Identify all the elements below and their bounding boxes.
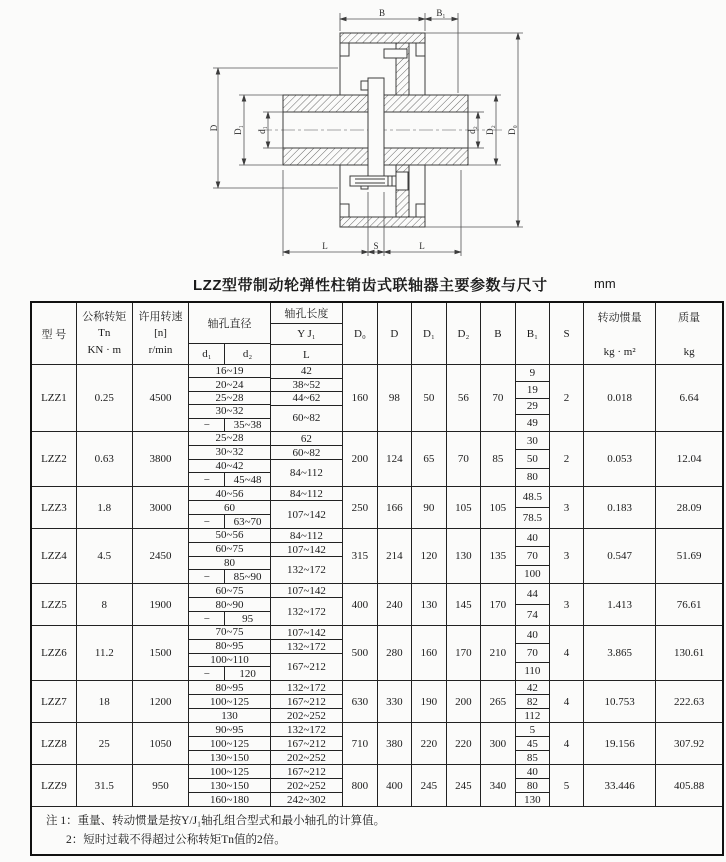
note-2: 2：短时过载不得超过公称转矩Tn值的2倍。: [66, 833, 286, 846]
torque-cell: 1.8: [77, 487, 133, 528]
D2-cell: 245: [447, 765, 482, 806]
B1-cell: 80: [516, 779, 550, 793]
table-row: [32, 432, 722, 487]
header-B1: B₁: [516, 303, 551, 364]
inertia-cell: 0.018: [584, 365, 656, 431]
length-cell: 84~112: [271, 487, 342, 501]
table-row: [32, 365, 722, 432]
B-cell: 210: [481, 626, 516, 680]
coupling-drawing-svg: [200, 0, 540, 270]
length-column: [271, 365, 343, 431]
B-cell: 135: [481, 529, 516, 583]
length-cell: 132~172: [271, 681, 342, 695]
mass-cell: 51.69: [676, 550, 702, 562]
s-cell: 3: [550, 529, 584, 583]
model-cell: LZZ4: [32, 529, 77, 583]
bore-d2-cell: 45~48: [233, 473, 262, 486]
bore-row: 40~56: [189, 487, 269, 501]
dim-D: D: [209, 124, 219, 132]
bore-column: [189, 529, 270, 583]
dim-D1: D₁: [233, 125, 243, 135]
B1-cell: 48.5: [516, 487, 550, 508]
B1-column: [516, 681, 551, 722]
bore-column: [189, 432, 270, 486]
length-column: [271, 529, 343, 583]
B1-cell: 44: [516, 584, 550, 605]
length-cell: 202~252: [286, 709, 326, 722]
bore-d2-cell: 35~38: [233, 418, 262, 431]
D1-cell: 190: [412, 681, 447, 722]
mass-cell: 405.88: [674, 779, 705, 792]
header-model: 型 号: [32, 303, 77, 364]
dim-D0: D₀: [507, 125, 517, 135]
table-row: [32, 487, 722, 529]
D2-cell: 70: [447, 432, 482, 486]
header-D2: D₂: [447, 303, 482, 364]
model-cell: LZZ3: [32, 487, 77, 528]
length-column: [271, 432, 343, 486]
bore-d1-cell: −: [189, 667, 225, 680]
title-row: [0, 274, 726, 296]
D0-cell: 500: [343, 626, 378, 680]
bore-row: 130: [221, 709, 238, 722]
length-cell: 167~212: [271, 765, 342, 779]
s-cell: 3: [550, 584, 584, 625]
B1-cell: 19: [516, 382, 550, 399]
length-column: [271, 681, 343, 722]
bore-column: [189, 487, 270, 528]
B-cell: 85: [481, 432, 516, 486]
D1-cell: 90: [412, 487, 447, 528]
D-cell: 124: [378, 432, 413, 486]
dim-S: S: [373, 241, 379, 251]
header-speed-line2: [n]: [154, 327, 167, 340]
bore-d1-cell: −: [189, 612, 225, 625]
D2-cell: 220: [447, 723, 482, 764]
B1-cell: 110: [524, 665, 541, 678]
length-cell: 44~62: [271, 392, 342, 406]
length-cell: 132~172: [271, 640, 342, 654]
D-cell: 280: [378, 626, 413, 680]
torque-cell: 25: [77, 723, 133, 764]
D0-cell: 630: [343, 681, 378, 722]
D2-cell: 145: [447, 584, 482, 625]
table-notes: [32, 807, 722, 854]
bore-row: 70~75: [189, 626, 269, 640]
bore-row: 80~95: [189, 681, 269, 695]
D0-cell: 160: [343, 365, 378, 431]
mass-cell: 76.61: [676, 598, 702, 611]
D0-cell: 800: [343, 765, 378, 806]
header-d1: d₁: [189, 344, 225, 364]
dim-B: B: [378, 8, 386, 18]
s-cell: 4: [550, 723, 584, 764]
s-cell: 2: [550, 432, 584, 486]
bore-d2-cell: 120: [239, 667, 256, 680]
length-cell: 107~142: [271, 543, 342, 557]
length-cell: 84~112: [289, 467, 323, 479]
D1-cell: 65: [412, 432, 447, 486]
speed-cell: 950: [133, 765, 190, 806]
B1-cell: 5: [516, 723, 550, 737]
header-d2: d₂: [242, 348, 253, 360]
D2-cell: 130: [447, 529, 482, 583]
bore-column: [189, 723, 270, 764]
B1-column: [516, 365, 551, 431]
bore-row: 80: [189, 557, 269, 571]
s-cell: 3: [550, 487, 584, 528]
inertia-cell: 3.865: [584, 626, 656, 680]
inertia-cell: 0.547: [584, 529, 656, 583]
table-row: [32, 681, 722, 723]
D1-cell: 220: [412, 723, 447, 764]
D0-cell: 200: [343, 432, 378, 486]
torque-cell: 4.5: [77, 529, 133, 583]
bore-d2-cell: 85~90: [233, 570, 262, 583]
model-cell: LZZ5: [32, 584, 77, 625]
mass-cell: 28.09: [676, 501, 702, 514]
B1-cell: 112: [524, 709, 541, 722]
D-cell: 330: [378, 681, 413, 722]
bore-d2-cell: 63~70: [233, 515, 262, 528]
bore-row: 80~90: [189, 598, 269, 612]
B-cell: 340: [481, 765, 516, 806]
B1-cell: 30: [516, 432, 550, 450]
header-inertia-label: 转动惯量: [597, 312, 642, 324]
B1-cell: 78.5: [522, 512, 543, 524]
note-1: 注 1：重量、转动惯量是按Y/J₁轴孔组合型式和最小轴孔的计算值。: [46, 815, 386, 827]
mass-cell: 130.61: [674, 647, 705, 659]
table-row: [32, 723, 722, 765]
B1-cell: 42: [516, 681, 550, 695]
D0-cell: 710: [343, 723, 378, 764]
length-cell: 132~172: [286, 605, 326, 618]
torque-cell: 0.25: [77, 365, 133, 431]
header-bore-length-label: 轴孔长度: [271, 303, 342, 324]
B1-cell: 80: [526, 471, 538, 484]
torque-cell: 8: [77, 584, 133, 625]
bore-row: [189, 570, 269, 583]
bore-row: 20~24: [189, 378, 269, 391]
inertia-cell: 10.753: [584, 681, 656, 722]
B1-cell: 130: [524, 793, 541, 806]
D2-cell: 200: [447, 681, 482, 722]
table-row: [32, 584, 722, 626]
table-body: [32, 365, 722, 807]
length-cell: 107~142: [271, 584, 342, 598]
B1-cell: 40: [516, 626, 550, 644]
parameters-table: [30, 301, 724, 856]
B1-column: [516, 626, 551, 680]
header-mass-unit: kg: [683, 346, 695, 358]
header-L: L: [303, 348, 310, 361]
bore-row: 16~19: [189, 365, 269, 378]
dim-D2: D₂: [485, 125, 495, 135]
D2-cell: 56: [447, 365, 482, 431]
model-cell: LZZ8: [32, 723, 77, 764]
bore-column: [189, 681, 270, 722]
speed-cell: 3000: [133, 487, 190, 528]
bore-d1-cell: −: [189, 473, 225, 486]
model-cell: LZZ9: [32, 765, 77, 806]
bore-row: [189, 667, 269, 680]
bore-column: [189, 365, 270, 431]
B1-cell: 45: [516, 737, 550, 751]
D1-cell: 120: [412, 529, 447, 583]
B1-column: [516, 765, 551, 806]
dim-d2: d₂: [467, 126, 477, 134]
bore-row: 160~180: [210, 793, 249, 806]
length-cell: 42: [271, 365, 342, 379]
length-cell: 38~52: [271, 379, 342, 393]
B1-column: [516, 487, 551, 528]
B1-cell: 100: [524, 568, 541, 581]
table-row: [32, 626, 722, 681]
bore-row: [189, 515, 269, 528]
header-torque-line2: Tn: [98, 327, 111, 340]
header-D0: D₀: [343, 303, 378, 364]
bore-row: 100~110: [189, 654, 269, 668]
table-row: [32, 529, 722, 584]
D-cell: 380: [378, 723, 413, 764]
bore-column: [189, 626, 270, 680]
model-cell: LZZ1: [32, 365, 77, 431]
B-cell: 300: [481, 723, 516, 764]
B1-column: [516, 584, 551, 625]
D1-cell: 130: [412, 584, 447, 625]
length-cell: 167~212: [286, 661, 326, 673]
bore-row: 40~42: [189, 460, 269, 474]
torque-cell: 31.5: [77, 765, 133, 806]
bore-row: 130~150: [210, 751, 249, 764]
B1-cell: 29: [516, 399, 550, 416]
bore-row: 60~75: [189, 584, 269, 598]
mass-cell: 222.63: [674, 695, 705, 708]
B-cell: 105: [481, 487, 516, 528]
s-cell: 4: [550, 681, 584, 722]
bore-row: 100~125: [189, 737, 269, 751]
table-row: [32, 765, 722, 807]
speed-cell: 1050: [133, 723, 190, 764]
header-torque-line1: 公称转矩: [82, 310, 127, 323]
B1-cell: 74: [526, 609, 538, 621]
s-cell: 4: [550, 626, 584, 680]
header-B: B: [481, 303, 516, 364]
header-yj1: Y J₁: [271, 324, 342, 345]
B1-column: [516, 723, 551, 764]
s-cell: 2: [550, 365, 584, 431]
D-cell: 166: [378, 487, 413, 528]
B1-column: [516, 432, 551, 486]
length-cell: 107~142: [286, 508, 326, 521]
header-inertia: [584, 303, 656, 364]
length-cell: 62: [271, 432, 342, 446]
inertia-cell: 0.183: [584, 487, 656, 528]
dimension-labels: [209, 8, 517, 251]
header-speed-line1: 许用转速: [138, 310, 183, 323]
length-cell: 167~212: [271, 695, 342, 709]
B1-cell: 50: [516, 450, 550, 468]
length-cell: 167~212: [271, 737, 342, 751]
bore-row: 30~32: [189, 446, 269, 460]
length-cell: 202~252: [271, 779, 342, 793]
length-column: [271, 723, 343, 764]
bore-row: [189, 612, 269, 625]
length-column: [271, 626, 343, 680]
D0-cell: 400: [343, 584, 378, 625]
header-torque: [77, 303, 133, 364]
inertia-cell: 1.413: [584, 584, 656, 625]
header-speed: [133, 303, 190, 364]
B1-cell: 70: [516, 547, 550, 565]
header-D: D: [378, 303, 413, 364]
header-torque-line3: KN · m: [87, 343, 122, 356]
length-cell: 132~172: [271, 723, 342, 737]
model-cell: LZZ7: [32, 681, 77, 722]
bore-row: 60~75: [189, 543, 269, 557]
bore-row: [189, 419, 269, 431]
length-cell: 60~82: [292, 412, 321, 425]
bore-row: 25~28: [189, 392, 269, 405]
speed-cell: 1200: [133, 681, 190, 722]
bore-d1-cell: −: [189, 419, 225, 431]
speed-cell: 1500: [133, 626, 190, 680]
bore-row: 25~28: [189, 432, 269, 446]
B1-cell: 9: [516, 365, 550, 382]
B-cell: 265: [481, 681, 516, 722]
bore-row: 30~32: [189, 405, 269, 418]
speed-cell: 1900: [133, 584, 190, 625]
torque-cell: 18: [77, 681, 133, 722]
header-inertia-unit: kg · m²: [603, 346, 636, 358]
header-S: S: [550, 303, 584, 364]
bore-row: 50~56: [189, 529, 269, 543]
B1-column: [516, 529, 551, 583]
page-title: LZZ型带制动轮弹性柱销齿式联轴器主要参数与尺寸: [193, 277, 548, 294]
length-cell: 84~112: [271, 529, 342, 543]
speed-cell: 3800: [133, 432, 190, 486]
header-bore-length: [271, 303, 343, 364]
length-column: [271, 487, 343, 528]
model-cell: LZZ6: [32, 626, 77, 680]
bore-row: 80~95: [189, 640, 269, 654]
table-header: [32, 303, 722, 365]
s-cell: 5: [550, 765, 584, 806]
B-cell: 170: [481, 584, 516, 625]
bore-row: 130~150: [189, 779, 269, 793]
B1-cell: 85: [526, 751, 538, 764]
dim-B1: B₁: [436, 8, 446, 18]
coupling-section-drawing: [200, 0, 540, 270]
unit-label: mm: [594, 276, 616, 291]
length-column: [271, 584, 343, 625]
dim-L-right: L: [419, 241, 425, 251]
length-cell: 107~142: [271, 626, 342, 640]
bore-d1-cell: −: [189, 570, 225, 583]
D0-cell: 250: [343, 487, 378, 528]
speed-cell: 4500: [133, 365, 190, 431]
length-cell: 242~302: [286, 793, 326, 806]
header-bore-diameter: [189, 303, 270, 364]
D-cell: 98: [378, 365, 413, 431]
D2-cell: 105: [447, 487, 482, 528]
dim-d1: d₁: [257, 126, 267, 134]
bore-column: [189, 584, 270, 625]
model-cell: LZZ2: [32, 432, 77, 486]
B-cell: 70: [481, 365, 516, 431]
bore-row: [189, 473, 269, 486]
inertia-cell: 0.053: [584, 432, 656, 486]
header-mass-label: 质量: [678, 312, 701, 324]
length-cell: 202~252: [286, 751, 326, 764]
B1-cell: 49: [526, 417, 538, 430]
B1-cell: 82: [516, 695, 550, 709]
B1-cell: 40: [516, 765, 550, 779]
D1-cell: 160: [412, 626, 447, 680]
header-bore-diameter-label: 轴孔直径: [189, 303, 269, 344]
torque-cell: 0.63: [77, 432, 133, 486]
D-cell: 240: [378, 584, 413, 625]
length-cell: 60~82: [271, 446, 342, 460]
length-cell: 132~172: [286, 564, 326, 576]
bore-row: 100~125: [189, 765, 269, 779]
header-D1: D₁: [412, 303, 447, 364]
bore-d1-cell: −: [189, 515, 225, 528]
header-mass: [656, 303, 722, 364]
bore-row: 90~95: [189, 723, 269, 737]
torque-cell: 11.2: [77, 626, 133, 680]
header-speed-line3: r/min: [148, 343, 173, 356]
dim-L-left: L: [322, 241, 328, 251]
length-column: [271, 765, 343, 806]
bore-row: 60: [189, 501, 269, 515]
mass-cell: 6.64: [679, 392, 699, 404]
D-cell: 400: [378, 765, 413, 806]
D1-cell: 50: [412, 365, 447, 431]
mass-cell: 12.04: [676, 453, 702, 465]
D0-cell: 315: [343, 529, 378, 583]
speed-cell: 2450: [133, 529, 190, 583]
B1-cell: 40: [516, 529, 550, 547]
bore-row: 100~125: [189, 695, 269, 709]
D1-cell: 245: [412, 765, 447, 806]
bore-column: [189, 765, 270, 806]
B1-cell: 70: [516, 644, 550, 662]
inertia-cell: 33.446: [584, 765, 656, 806]
mass-cell: 307.92: [674, 737, 705, 750]
bore-d2-cell: 95: [242, 612, 254, 625]
inertia-cell: 19.156: [584, 723, 656, 764]
D-cell: 214: [378, 529, 413, 583]
D2-cell: 170: [447, 626, 482, 680]
